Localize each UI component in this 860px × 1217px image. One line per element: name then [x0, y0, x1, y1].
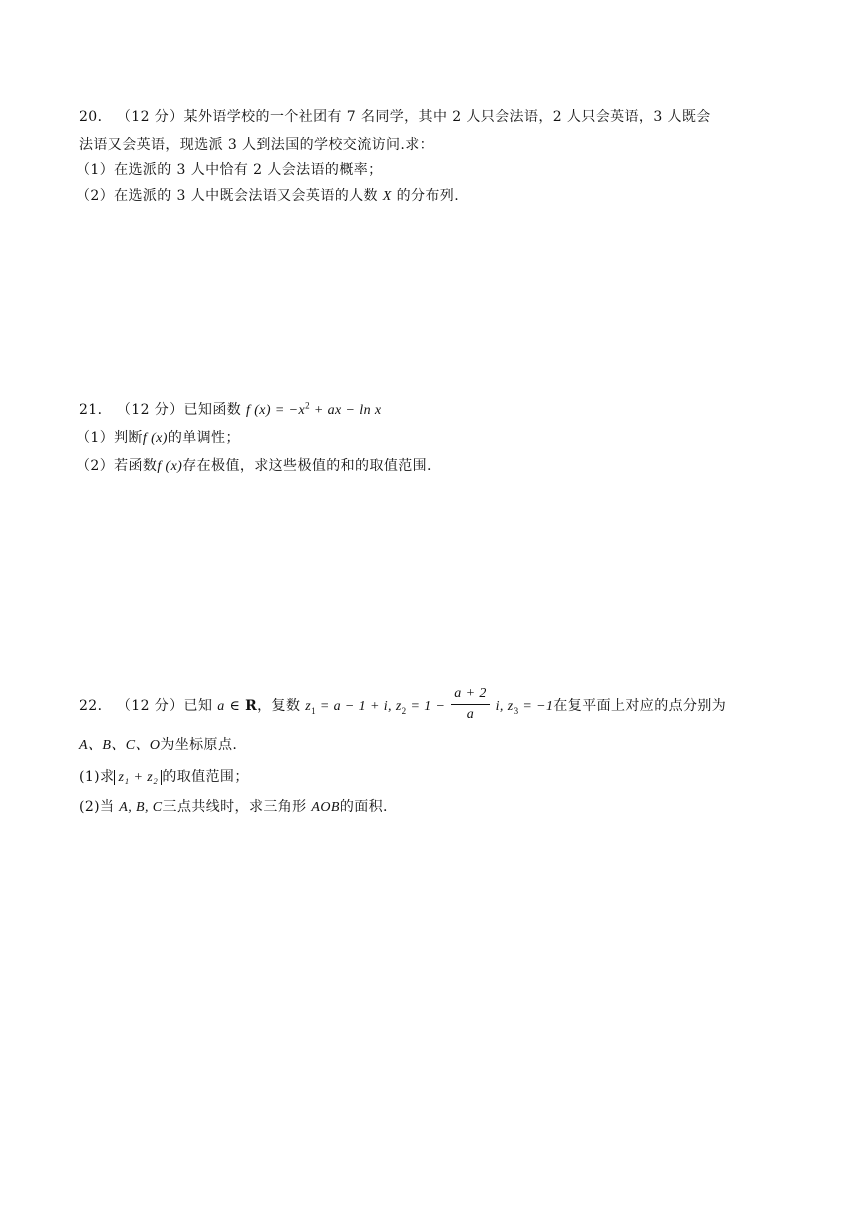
problem-text: 某外语学校的一个社团有 7 名同学，其中 2 人只会法语，2 人只会英语，3 人既会 — [183, 109, 711, 125]
condition-variable: a — [217, 699, 225, 714]
problem-21-line1 — [79, 401, 381, 420]
subquestion-text: 的分布列. — [396, 188, 460, 204]
problem-score: （12 分） — [116, 402, 184, 418]
problem-text: 已知 — [183, 698, 213, 714]
formula-lhs: f (x) = −x — [246, 403, 306, 418]
problem-number: 22． — [79, 698, 113, 714]
problem-21-sub1 — [76, 429, 240, 448]
absolute-value-expression: z₁ + z₂ — [114, 770, 162, 785]
problem-text: 为坐标原点. — [160, 737, 238, 753]
triangle-label: AOB — [311, 800, 340, 815]
problem-20-line1 — [79, 108, 711, 126]
fraction-denominator: a — [466, 707, 475, 723]
problem-22-line2 — [79, 736, 237, 755]
z1-subscript: 1 — [311, 705, 316, 716]
problem-20-sub2 — [76, 187, 459, 206]
real-set-symbol: R — [245, 698, 258, 714]
z1-expression: = a − 1 + i, — [315, 699, 396, 714]
problem-score: （12 分） — [116, 109, 184, 125]
subquestion-text: （2）在选派的 3 人中既会法语又会英语的人数 — [76, 188, 378, 204]
z3-subscript: 3 — [513, 705, 519, 716]
point-labels: A, B, C — [119, 800, 163, 815]
problem-22-line1 — [79, 686, 726, 727]
z3-expression: = −1 — [518, 699, 554, 714]
problem-21-sub2 — [76, 457, 432, 476]
formula-rhs: + ax − ln x — [309, 403, 382, 418]
problem-20-sub1 — [76, 161, 383, 179]
subquestion-text: （1）在选派的 3 人中恰有 2 人会法语的概率； — [76, 162, 383, 178]
problem-20-line2 — [79, 136, 434, 154]
subquestion-text: (1)求 — [79, 769, 115, 785]
formula-exponent: 2 — [305, 400, 310, 411]
subquestion-text: 的面积. — [339, 799, 388, 815]
point-labels: A、B、C、O — [79, 738, 161, 753]
subquestion-text: 的取值范围； — [162, 769, 249, 785]
problem-score: （12 分） — [116, 698, 184, 714]
fraction-numerator: a + 2 — [451, 684, 489, 705]
z2-subscript: 2 — [401, 705, 407, 716]
subquestion-text: (2)当 — [79, 799, 115, 815]
problem-text: ，复数 — [257, 698, 301, 714]
complex-z2 — [395, 686, 508, 723]
z2-tail: i, — [491, 699, 508, 714]
subquestion-text: （2）若函数 — [76, 458, 158, 474]
variable: X — [382, 189, 392, 204]
complex-z3 — [508, 699, 554, 714]
problem-22-sub2 — [79, 798, 388, 817]
z2-expression: = 1 − — [406, 699, 450, 714]
element-of-symbol: ∈ — [224, 698, 246, 714]
problem-text: 在复平面上对应的点分别为 — [553, 698, 727, 714]
z1-symbol: z — [305, 699, 312, 714]
fraction — [451, 684, 489, 725]
subquestion-text: 三点共线时，求三角形 — [162, 799, 307, 815]
function-symbol: f (x) — [157, 459, 183, 474]
subquestion-text: 的单调性； — [167, 430, 240, 446]
complex-z1 — [305, 699, 396, 714]
subquestion-text: 存在极值，求这些极值的和的取值范围. — [182, 458, 432, 474]
z2-symbol: z — [395, 699, 402, 714]
problem-22-sub1 — [79, 768, 249, 787]
problem-text: 法语又会英语，现选派 3 人到法国的学校交流访问.求： — [79, 137, 435, 153]
problem-number: 21． — [79, 402, 113, 418]
z3-symbol: z — [507, 699, 514, 714]
function-symbol: f (x) — [142, 431, 168, 446]
problem-text: 已知函数 — [183, 402, 242, 418]
subquestion-text: （1）判断 — [76, 430, 143, 446]
function-formula — [246, 400, 382, 418]
problem-number: 20． — [79, 109, 113, 125]
